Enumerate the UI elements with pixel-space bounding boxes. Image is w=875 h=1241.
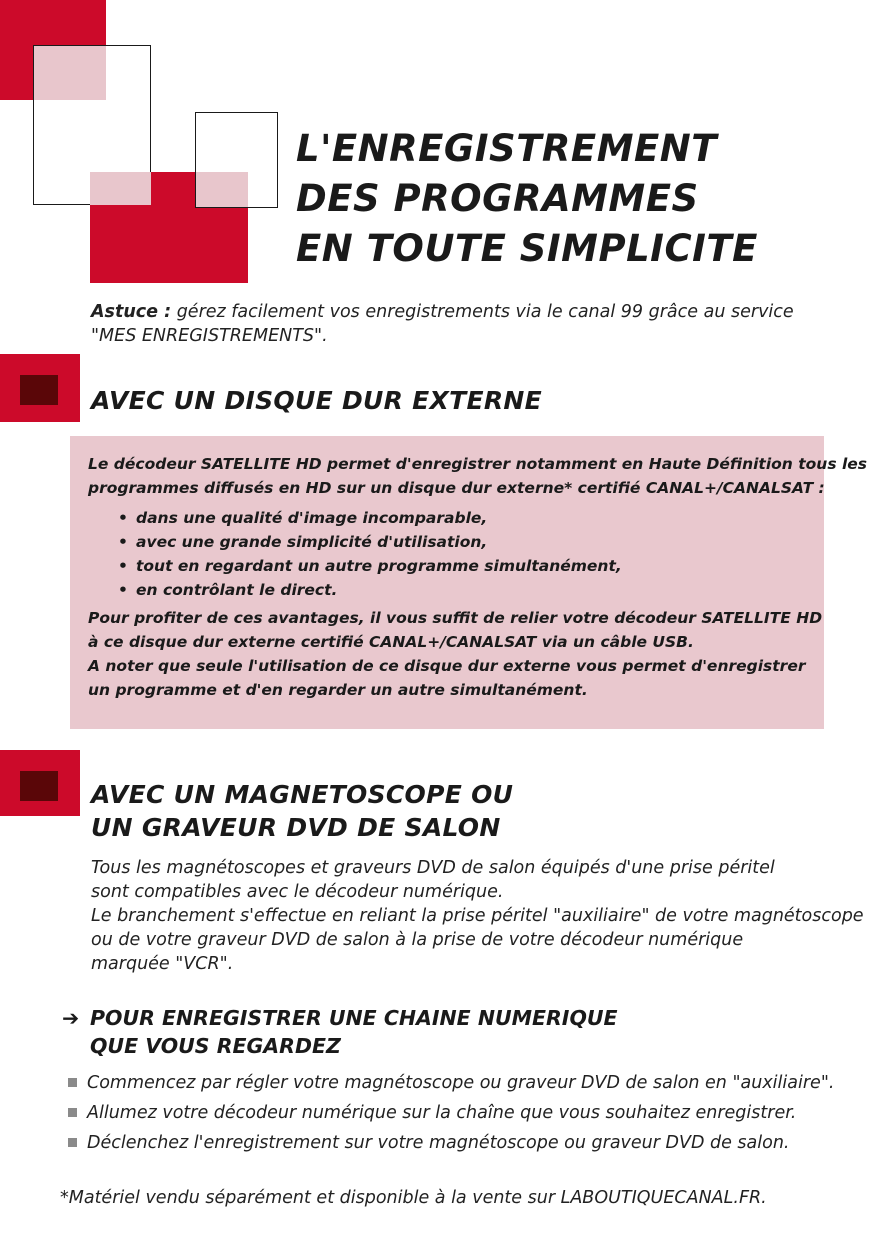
list-item bbox=[118, 578, 833, 602]
footnote: *Matériel vendu séparément et disponible à la vente sur LABOUTIQUECANAL.FR. bbox=[60, 1188, 767, 1208]
section-heading-magnetoscope bbox=[91, 778, 513, 844]
list-item-text: tout en regardant un autre programme simultanément, bbox=[136, 557, 622, 575]
outro-line: à ce disque dur externe certifié CANAL+/CANALSAT via un câble USB. bbox=[88, 633, 694, 651]
list-item bbox=[118, 506, 833, 530]
square-bullet-icon bbox=[68, 1138, 77, 1147]
list-item bbox=[68, 1098, 858, 1128]
heading-line: POUR ENREGISTRER UNE CHAINE NUMERIQUE bbox=[90, 1006, 618, 1030]
square-bullet-icon bbox=[68, 1078, 77, 1087]
title-line: DES PROGRAMMES bbox=[296, 177, 699, 220]
outro-line: Pour profiter de ces avantages, il vous suffit de relier votre décodeur SATELLITE HD bbox=[88, 609, 823, 627]
list-item bbox=[118, 530, 833, 554]
pink-square-overlap-left bbox=[90, 172, 151, 205]
bullet-icon: • bbox=[118, 581, 128, 599]
body-line: sont compatibles avec le décodeur numérique. bbox=[91, 882, 504, 902]
heading-line: QUE VOUS REGARDEZ bbox=[90, 1034, 341, 1058]
outro-line: un programme et d'en regarder un autre simultanément. bbox=[88, 681, 588, 699]
section-marker-dark bbox=[20, 771, 58, 801]
tip-paragraph bbox=[91, 300, 851, 348]
body-line: Le branchement s'effectue en reliant la prise péritel "auxiliaire" de votre magnétoscope bbox=[91, 906, 864, 926]
intro-line: Le décodeur SATELLITE HD permet d'enregistrer notamment en Haute Définition tous les bbox=[88, 455, 867, 473]
page-title bbox=[296, 124, 758, 274]
bullet-icon: • bbox=[118, 509, 128, 527]
outro-line: A noter que seule l'utilisation de ce disque dur externe vous permet d'enregistrer bbox=[88, 657, 806, 675]
intro-line: programmes diffusés en HD sur un disque dur externe* certifié CANAL+/CANALSAT : bbox=[88, 479, 825, 497]
section-marker-dark bbox=[20, 375, 58, 405]
arrow-right-icon: ➔ bbox=[62, 1006, 80, 1030]
list-item bbox=[118, 554, 833, 578]
steps-list bbox=[68, 1068, 858, 1158]
feature-list bbox=[118, 506, 833, 602]
subsection-heading bbox=[62, 1004, 618, 1060]
square-bullet-icon bbox=[68, 1108, 77, 1117]
title-line: L'ENREGISTREMENT bbox=[296, 127, 717, 170]
section-heading-disque-dur: AVEC UN DISQUE DUR EXTERNE bbox=[91, 386, 542, 415]
list-item-text: avec une grande simplicité d'utilisation, bbox=[136, 533, 488, 551]
outline-square-small bbox=[195, 112, 278, 208]
tip-label: Astuce : bbox=[91, 302, 172, 322]
step-text: Déclenchez l'enregistrement sur votre magnétoscope ou graveur DVD de salon. bbox=[87, 1133, 790, 1153]
title-line: EN TOUTE SIMPLICITE bbox=[296, 227, 758, 270]
list-item-text: dans une qualité d'image incomparable, bbox=[136, 509, 488, 527]
body-line: Tous les magnétoscopes et graveurs DVD de salon équipés d'une prise péritel bbox=[91, 858, 775, 878]
body-line: marquée "VCR". bbox=[91, 954, 234, 974]
heading-line: AVEC UN MAGNETOSCOPE OU bbox=[91, 780, 514, 809]
section2-body bbox=[91, 856, 864, 976]
heading-line: UN GRAVEUR DVD DE SALON bbox=[91, 813, 501, 842]
info-box-text bbox=[88, 452, 867, 702]
body-line: ou de votre graveur DVD de salon à la prise de votre décodeur numérique bbox=[91, 930, 744, 950]
step-text: Commencez par régler votre magnétoscope ou graveur DVD de salon en "auxiliaire". bbox=[87, 1073, 835, 1093]
tip-text-line2: "MES ENREGISTREMENTS". bbox=[91, 326, 328, 346]
bullet-icon: • bbox=[118, 533, 128, 551]
list-item bbox=[68, 1128, 858, 1158]
list-item-text: en contrôlant le direct. bbox=[136, 581, 338, 599]
list-item bbox=[68, 1068, 858, 1098]
bullet-icon: • bbox=[118, 557, 128, 575]
step-text: Allumez votre décodeur numérique sur la chaîne que vous souhaitez enregistrer. bbox=[87, 1103, 797, 1123]
tip-text: gérez facilement vos enregistrements via le canal 99 grâce au service bbox=[171, 302, 794, 322]
